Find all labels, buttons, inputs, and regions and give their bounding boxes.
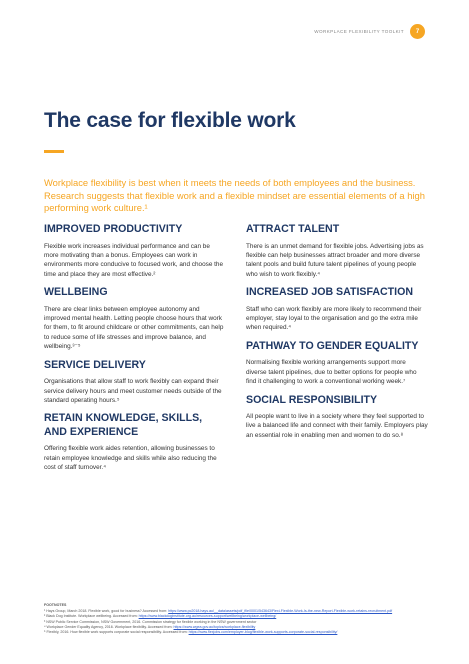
section-body: All people want to live in a society where they feel supported to live a balanced life and connect with their family. Employers play an essential role in enabling men and women to do so.⁸	[246, 413, 428, 439]
footnote-link[interactable]: https://www.blackdoginstitute.org.au/resources-support/wellbeing/workplace-wellbeing/	[138, 614, 277, 619]
footnote-item	[44, 630, 434, 635]
section-body: Flexible work increases individual performance and can be more motivating than a bonus. Employees can work in environments more conducive to focused work, and choose the time and place they are most effective.²	[44, 242, 224, 278]
section-body: There is an unmet demand for flexible jobs. Advertising jobs as flexible can help businesses attract broader and more diverse talent pools and build future talent pipelines of young people who wish to work flexibly.⁴	[246, 242, 424, 278]
right-column	[246, 223, 428, 447]
section-heading: INCREASED JOB SATISFACTION	[246, 286, 413, 299]
title-underline	[44, 150, 64, 153]
section-body: Offering flexible work aides retention, allowing businesses to retain employee knowledge and skills while also reducing the cost of staff turnover.⁴	[44, 445, 217, 472]
section-heading: PATHWAY TO GENDER EQUALITY	[246, 339, 419, 352]
section-body: Organisations that allow staff to work flexibly can expand their service delivery hours and meet customer needs outside of the standard operating hours.⁵	[44, 378, 222, 404]
section-heading: IMPROVED PRODUCTIVITY	[44, 223, 183, 235]
section-heading: SOCIAL RESPONSIBILITY	[246, 393, 378, 406]
page-header	[314, 24, 425, 39]
footnotes	[44, 603, 434, 635]
section-service-delivery	[44, 359, 226, 406]
footnote-text: ⁴ Workplace Gender Equality Agency, 2016. Workplace flexibility. Accessed from:	[44, 624, 174, 629]
footnote-link[interactable]: https://www.pc2018.hays.au/__data/assets/pdf_file/0001/543643/Flexi-Flexible-Work-Is-the-new-Report-Flexible-work-retains-recruitment.pdf	[168, 609, 393, 614]
section-attract-talent	[246, 223, 428, 279]
section-heading: SERVICE DELIVERY	[44, 358, 146, 371]
toolkit-label: WORKPLACE FLEXIBILITY TOOLKIT	[314, 29, 404, 34]
footnote-text: ⁵ Flexibly, 2016. How flexible work supports corporate social responsibility. Accessed from:	[44, 630, 189, 635]
footnote-link[interactable]: https://www.flexjobs.com/employer-blog/flexible-work-supports-corporate-social-responsibility/	[188, 630, 338, 635]
section-body: There are clear links between employee autonomy and improved mental health. Letting people choose hours that work for them, to fit around childcare or other commitments, can help to reduce some of life stresses and improve balance, and wellbeing.³⁻⁵	[44, 305, 224, 351]
section-heading: WELLBEING	[44, 286, 108, 299]
section-body: Normalising flexible working arrangements support more diverse talent pipelines, due to better options for people who find it challenging to work a conventional working week.⁷	[246, 359, 417, 386]
section-heading: ATTRACT TALENT	[246, 223, 340, 235]
intro-paragraph: Workplace flexibility is best when it meets the needs of both employees and the business. Research suggests that flexible work and a flexible mindset are essential elements of a high performing work culture.¹	[44, 177, 425, 214]
footnotes-title: FOOTNOTES	[44, 603, 67, 607]
footnote-text: ¹ Hays Group, March 2018. Flexible work, good for business? Accessed from:	[44, 609, 169, 614]
footnote-text: ² Black Dog Institute. Workplace wellbeing. Accessed from:	[44, 614, 139, 619]
footnote-list	[44, 609, 434, 635]
section-social-responsibility	[246, 394, 428, 441]
section-improved-productivity	[44, 223, 226, 279]
section-retain-knowledge	[44, 412, 226, 472]
section-body: Staff who can work flexibly are more likely to recommend their employer, stay loyal to the organisation and go the extra mile when required.⁴	[246, 305, 422, 332]
section-job-satisfaction	[246, 286, 428, 333]
section-heading: RETAIN KNOWLEDGE, SKILLS, AND EXPERIENCE	[44, 412, 203, 438]
section-gender-equality	[246, 340, 428, 387]
footnote-text: ³ NSW Public Service Commission, NSW Government, 2016. Commission strategy for flexible working in the NSW government sector	[44, 619, 257, 624]
page-title: The case for flexible work	[44, 109, 296, 132]
footnote-link[interactable]: https://www.wgea.gov.au/topics/workplace-flexibility	[173, 624, 256, 629]
section-wellbeing	[44, 286, 226, 352]
page-number-badge: 7	[410, 24, 425, 39]
left-column	[44, 223, 226, 480]
